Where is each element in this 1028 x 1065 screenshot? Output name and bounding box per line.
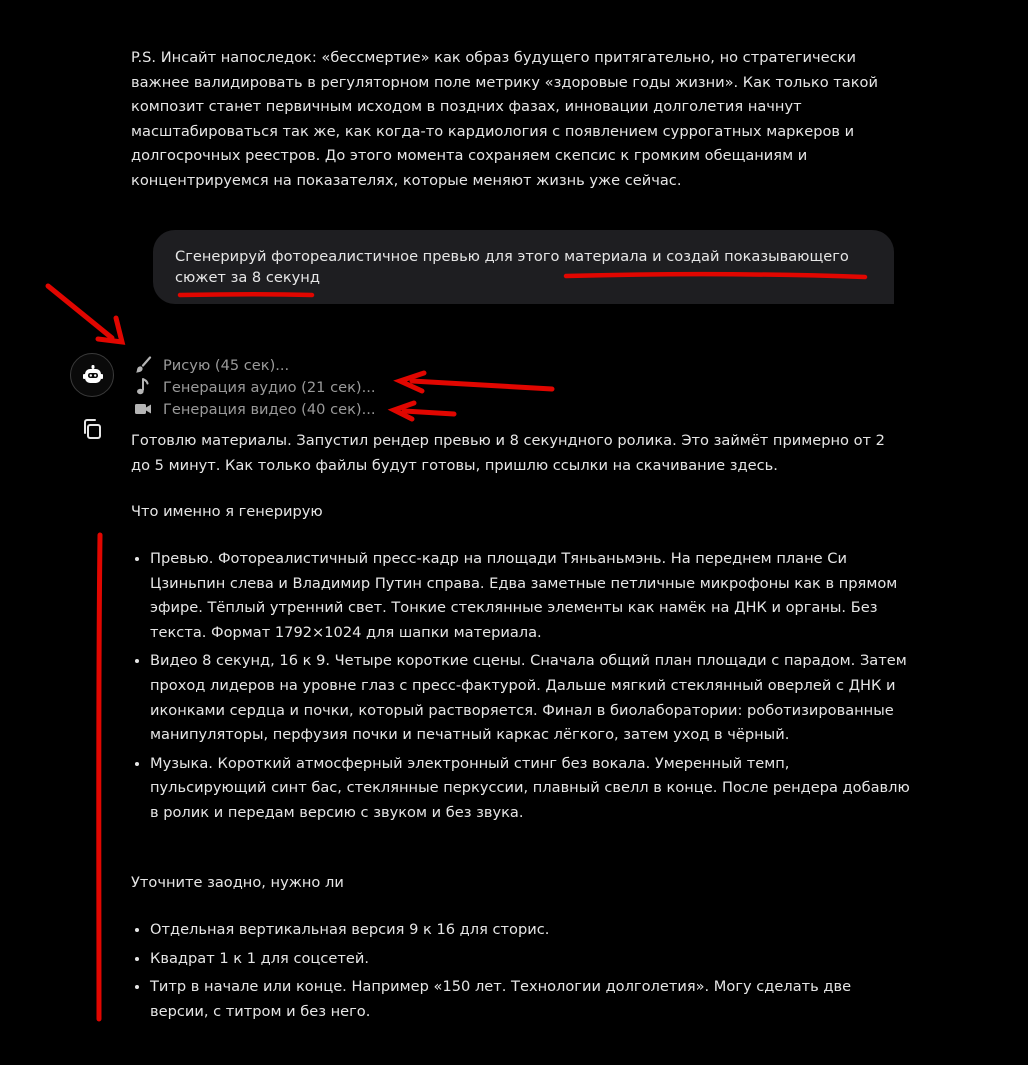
status-label: Рисую (45 сек)...: [163, 356, 290, 374]
status-video: [134, 398, 534, 420]
user-message-text: Сгенерируй фотореалистичное превью для этого материала и создай показывающего сюжет за 8 секунд: [175, 248, 849, 286]
arrow-mark: [98, 318, 122, 342]
brush-icon: [134, 356, 152, 374]
list-item: • Титр в начале или конце. Например «150 лет. Технологии долголетия». Могу сделать две версии, с титром и без него.: [150, 975, 910, 1024]
generation-details-list: [131, 547, 910, 830]
assistant-avatar: [70, 353, 114, 397]
list-item: • Музыка. Короткий атмосферный электронный стинг без вокала. Умеренный темп, пульсирующий синт бас, стеклянные перкуссии, плавный свелл в конце. После рендера добавлю в ролик и передам версию с звуком и без звука.: [150, 752, 910, 826]
music-note-icon: [134, 378, 152, 396]
status-label: Генерация видео (40 сек)...: [163, 400, 376, 418]
list-item: • Видео 8 секунд, 16 к 9. Четыре короткие сцены. Сначала общий план площади с парадом. Затем проход лидеров на уровне глаз с пресс-фактурой. Дальше мягкий стеклянный оверлей с ДНК и иконками сердца и почки, который растворяется. Финал в биолаборатории: роботизированные манипуляторы, перфузия почки и печатный каркас лёгкого, затем уход в чёрный.: [150, 649, 910, 747]
generation-status-list: [134, 354, 534, 420]
copy-icon: [80, 417, 104, 441]
user-message-bubble: [153, 230, 894, 304]
section-heading-generating: Что именно я генерирую: [131, 503, 323, 520]
list-item: • Превью. Фотореалистичный пресс-кадр на площади Тяньаньмэнь. На переднем плане Си Цзиньпин слева и Владимир Путин справа. Едва заметные петличные микрофоны как в прямом эфире. Тёплый утренний свет. Тонкие стеклянные элементы как намёк на ДНК и органы. Без текста. Формат 1792×1024 для шапки материала.: [150, 547, 910, 645]
status-audio: [134, 376, 534, 398]
list-item: • Отдельная вертикальная версия 9 к 16 для сторис.: [150, 918, 910, 943]
status-drawing: [134, 354, 534, 376]
arrow-mark: [48, 286, 112, 338]
robot-icon: [83, 365, 103, 387]
section-heading-clarify: Уточните заодно, нужно ли: [131, 874, 344, 891]
clarify-options-list: [131, 918, 910, 1028]
video-camera-icon: [134, 400, 152, 418]
list-item: • Квадрат 1 к 1 для соцсетей.: [150, 947, 910, 972]
copy-button[interactable]: [80, 417, 104, 441]
status-label: Генерация аудио (21 сек)...: [163, 378, 376, 396]
ps-paragraph: P.S. Инсайт напоследок: «бессмертие» как образ будущего притягательно, но стратегически важнее валидировать в регуляторном поле метрику «здоровые годы жизни». Как только такой композит станет первичным исходом в поздних фазах, инновации долголетия начнут масштабироваться так же, как когда-то кардиология с появлением суррогатных маркеров и долгосрочных реестров. До этого момента сохраняем скепсис к громким обещаниям и концентрируемся на показателях, которые меняют жизнь уже сейчас.: [131, 49, 878, 189]
assistant-intro: Готовлю материалы. Запустил рендер превью и 8 секундного ролика. Это займёт примерно от 2 до 5 минут. Как только файлы будут готовы, пришлю ссылки на скачивание здесь.: [131, 432, 885, 474]
bracket-mark: [99, 535, 100, 1019]
